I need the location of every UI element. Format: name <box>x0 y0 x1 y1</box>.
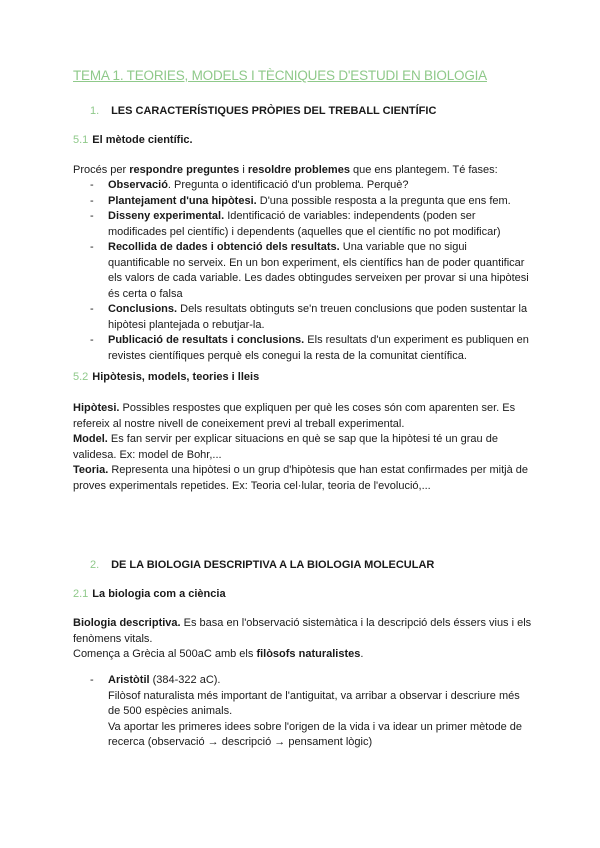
phase-term: Plantejament d'una hipòtesi. <box>108 194 257 207</box>
definition-text: Possibles respostes que expliquen per què les coses són com aparenten ser. Es refereix al nostre nivell de coneixement previ al treball experimental. <box>73 402 516 430</box>
phase-term: Observació <box>108 179 168 191</box>
definition-text: Es fan servir per explicar situacions en què se sap que la hipòtesi té un grau de validesa. Ex: model de Bohr,... <box>73 433 498 461</box>
section-1-heading <box>90 105 436 117</box>
subsection-5-1-number: 5.1 <box>73 134 89 146</box>
definition-text: Es basa en l'observació sistemàtica i la descripció dels éssers vius i els fenòmens vitals. <box>73 617 532 645</box>
definition-term: Biologia descriptiva. <box>73 617 181 629</box>
phase-text: Els resultats d'un experiment es publiquen en revistes científiques perquè els conegui la resta de la comunitat científica. <box>108 334 529 362</box>
method-intro <box>73 163 533 179</box>
greece-text: . <box>360 648 364 660</box>
definition-theory <box>73 463 533 494</box>
phase-term: Publicació de resultats i conclusions. <box>108 334 305 346</box>
definition-hypothesis <box>73 401 533 432</box>
intro-text: Procés per <box>73 164 130 176</box>
subsection-2-1-number: 2.1 <box>73 588 89 600</box>
definition-term: Teoria. <box>73 464 109 476</box>
definition-model <box>73 432 533 463</box>
definitions-block <box>73 401 533 494</box>
subsection-5-2-heading <box>73 371 259 383</box>
list-item <box>90 240 530 302</box>
aristotle-dates: (384-322 aC). <box>149 674 221 686</box>
phase-text: . Pregunta o identificació d'un problema. Perquè? <box>167 179 409 191</box>
definition-term: Hipòtesi. <box>73 402 120 414</box>
phase-text: D'una possible resposta a la pregunta que ens fem. <box>256 194 511 207</box>
definition-text: Representa una hipòtesi o un grup d'hipòtesis que han estat confirmades per mitjà de proves experimentals repetides. Ex: Teoria cel·lular, teoria de l'evolució,... <box>73 464 529 492</box>
list-item <box>90 302 530 333</box>
phase-text: Una variable que no sigui quantificable no serveix. En un bon experiment, els científics han de poder quantificar els valors de cada variable. Les dades obtingudes serveixen per provar si una hipòtesi és certa o falsa <box>108 241 529 300</box>
list-item <box>90 209 530 240</box>
section-2-heading <box>90 559 434 571</box>
aristotle-line-1: Filòsof naturalista més important de l'antiguitat, va arribar a observar i descriure més de 500 espècies animals. <box>108 689 520 717</box>
aristotle-name: Aristòtil <box>108 674 150 686</box>
subsection-2-1-heading <box>73 588 226 600</box>
greece-bold: filòsofs naturalistes <box>256 648 361 660</box>
section-1-title: LES CARACTERÍSTIQUES PRÒPIES DEL TREBALL CIENTÍFIC <box>111 105 437 117</box>
greece-line <box>73 647 533 663</box>
intro-text: i <box>239 164 248 176</box>
aristotle-title-line <box>108 673 530 689</box>
definition-term: Model. <box>73 433 108 445</box>
phase-text: Identificació de variables: independents (poden ser modificades pel científic) i dependents (aquelles que el científic no pot modificar) <box>108 210 501 238</box>
phase-term: Recollida de dades i obtenció dels resultats. <box>108 241 340 253</box>
list-dash: - <box>90 674 94 686</box>
descriptive-biology-definition <box>73 616 533 647</box>
intro-bold: respondre preguntes <box>129 164 240 176</box>
subsection-5-1-heading <box>73 134 193 146</box>
phase-term: Conclusions. <box>108 303 178 315</box>
subsection-5-2-title: Hipòtesis, models, teories i lleis <box>92 371 260 383</box>
descriptive-biology-paragraph <box>73 616 533 663</box>
aristotle-body <box>108 673 530 751</box>
aristotle-item <box>90 673 530 751</box>
intro-text: que ens plantegem. Té fases: <box>349 164 498 176</box>
list-item <box>90 178 530 194</box>
greece-text: Comença a Grècia al 500aC amb els <box>73 648 257 660</box>
document-title: TEMA 1. TEORIES, MODELS I TÈCNIQUES D'ESTUDI EN BIOLOGIA <box>73 68 487 83</box>
list-item <box>90 333 530 364</box>
list-item <box>90 194 530 210</box>
aristotle-line-2: Va aportar les primeres idees sobre l'origen de la vida i va idear un primer mètode de recerca (observació → descripció → pensament lògic) <box>108 720 522 748</box>
phase-text: Dels resultats obtinguts se'n treuen conclusions que poden sustentar la hipòtesi plantejada o rebutjar-la. <box>108 303 528 331</box>
subsection-5-1-title: El mètode científic. <box>92 134 193 146</box>
phase-term: Disseny experimental. <box>108 210 225 222</box>
section-1-number: 1. <box>90 105 100 117</box>
subsection-5-2-number: 5.2 <box>73 371 89 383</box>
section-2-number: 2. <box>90 559 100 571</box>
intro-bold: resoldre problemes <box>247 164 350 176</box>
subsection-2-1-title: La biologia com a ciència <box>92 588 226 600</box>
section-2-title: DE LA BIOLOGIA DESCRIPTIVA A LA BIOLOGIA MOLECULAR <box>111 559 435 571</box>
method-phases-list <box>90 178 530 364</box>
